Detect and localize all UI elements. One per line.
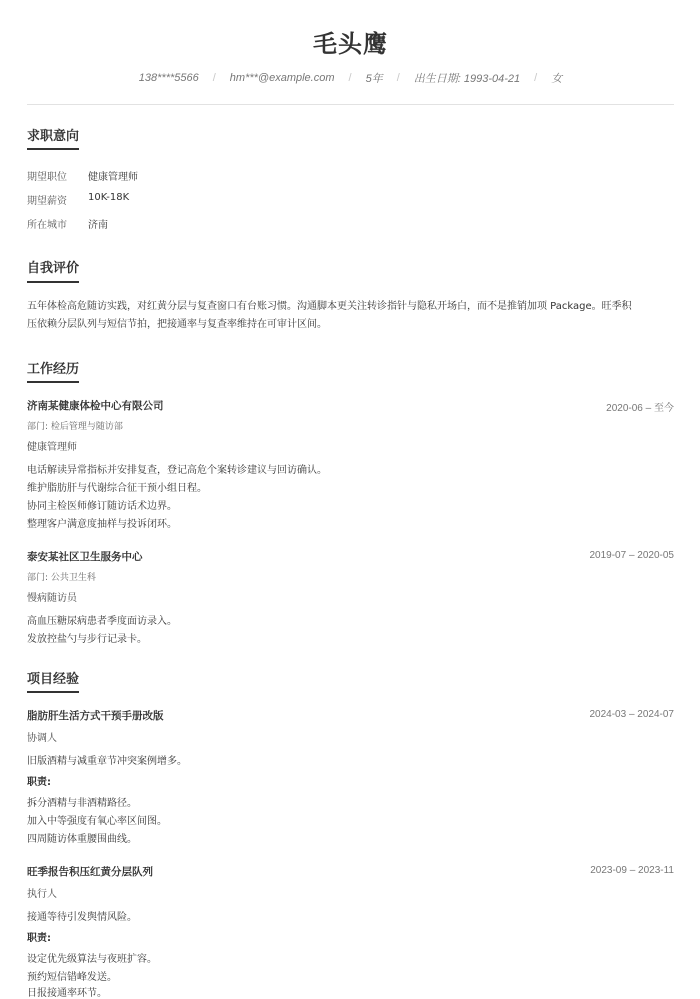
section-title-work: 工作经历 bbox=[27, 362, 80, 377]
contact-bar bbox=[27, 70, 674, 86]
intent-row-city bbox=[27, 216, 108, 231]
project-role: 协调人 bbox=[27, 733, 57, 744]
project-duty: 设定优先级算法与夜班扩容。 bbox=[27, 954, 157, 965]
contact-birth-date: 出生日期: 1993-04-21 bbox=[413, 73, 521, 85]
project-date: 2024-03 – 2024-07 bbox=[589, 709, 674, 720]
intent-value: 10K-18K bbox=[88, 192, 130, 203]
project-duty: 加入中等强度有氧心率区间图。 bbox=[27, 816, 167, 827]
project-description: 接通等待引发舆情风险。 bbox=[27, 912, 137, 923]
project-duty-label: 职责: bbox=[27, 933, 51, 944]
contact-email: hm***@example.com bbox=[229, 72, 335, 84]
intent-value: 济南 bbox=[88, 220, 108, 231]
work-date: 2019-07 – 2020-05 bbox=[589, 550, 674, 561]
self-evaluation-text bbox=[27, 298, 674, 334]
intent-label: 所在城市 bbox=[27, 220, 67, 231]
section-title-self: 自我评价 bbox=[27, 261, 80, 276]
contact-separator: / bbox=[396, 72, 400, 84]
project-name: 旺季报告积压红黄分层队列 bbox=[27, 866, 153, 878]
contact-phone: 138****5566 bbox=[138, 72, 199, 84]
self-evaluation-line: 压依赖分层队列与短信节拍，把接通率与复查率维持在可审计区间。 bbox=[27, 319, 327, 330]
work-bullet: 电话解读异常指标并安排复查，登记高危个案转诊建议与回访确认。 bbox=[27, 465, 327, 476]
contact-gender: 女 bbox=[551, 73, 563, 85]
work-department: 部门: 公共卫生科 bbox=[27, 573, 96, 583]
intent-row-position bbox=[27, 168, 138, 183]
work-company: 济南某健康体检中心有限公司 bbox=[27, 400, 164, 412]
section-underline bbox=[27, 281, 79, 283]
self-evaluation-line: 五年体检高危随访实践，对红黄分层与复查窗口有台账习惯。沟通脚本更关注转诊指针与隐私开场白，而不是推销加项 Package。旺季积 bbox=[27, 301, 632, 312]
work-role: 慢病随访员 bbox=[27, 593, 77, 604]
contact-separator: / bbox=[348, 72, 352, 84]
project-duty: 拆分酒精与非酒精路径。 bbox=[27, 798, 137, 809]
intent-value: 健康管理师 bbox=[88, 172, 138, 183]
candidate-name: 毛头鹰 bbox=[313, 30, 388, 58]
section-underline bbox=[27, 148, 79, 150]
project-duty: 预约短信错峰发送。 bbox=[27, 972, 117, 983]
project-duty: 四周随访体重腰围曲线。 bbox=[27, 834, 137, 845]
work-bullet: 整理客户满意度抽样与投诉闭环。 bbox=[27, 519, 177, 530]
project-date: 2023-09 – 2023-11 bbox=[590, 865, 674, 876]
work-bullet: 高血压糖尿病患者季度面访录入。 bbox=[27, 616, 177, 627]
work-bullet: 协同主检医师修订随访话术边界。 bbox=[27, 501, 177, 512]
intent-label: 期望职位 bbox=[27, 172, 67, 183]
contact-separator: / bbox=[534, 72, 538, 84]
contact-experience: 5年 bbox=[365, 73, 383, 85]
project-name: 脂肪肝生活方式干预手册改版 bbox=[27, 710, 164, 722]
project-description: 旧版酒精与减重章节冲突案例增多。 bbox=[27, 756, 187, 767]
work-company: 泰安某社区卫生服务中心 bbox=[27, 551, 143, 563]
intent-row-salary bbox=[27, 192, 129, 207]
intent-label: 期望薪资 bbox=[27, 196, 67, 207]
contact-separator: / bbox=[212, 72, 216, 84]
header-divider bbox=[27, 104, 674, 105]
work-bullet: 发放控盐勺与步行记录卡。 bbox=[27, 634, 147, 645]
section-underline bbox=[27, 691, 79, 693]
section-title-projects: 项目经验 bbox=[27, 672, 80, 687]
project-duty-label: 职责: bbox=[27, 777, 51, 788]
section-title-intent: 求职意向 bbox=[27, 129, 80, 144]
work-bullet: 维护脂肪肝与代谢综合征干预小组日程。 bbox=[27, 483, 207, 494]
project-duty: 日报接通率环节。 bbox=[27, 988, 107, 999]
work-department: 部门: 检后管理与随访部 bbox=[27, 422, 123, 432]
work-role: 健康管理师 bbox=[27, 442, 77, 453]
project-role: 执行人 bbox=[27, 889, 57, 900]
work-date: 2020-06 – 至今 bbox=[606, 403, 674, 414]
section-underline bbox=[27, 381, 79, 383]
